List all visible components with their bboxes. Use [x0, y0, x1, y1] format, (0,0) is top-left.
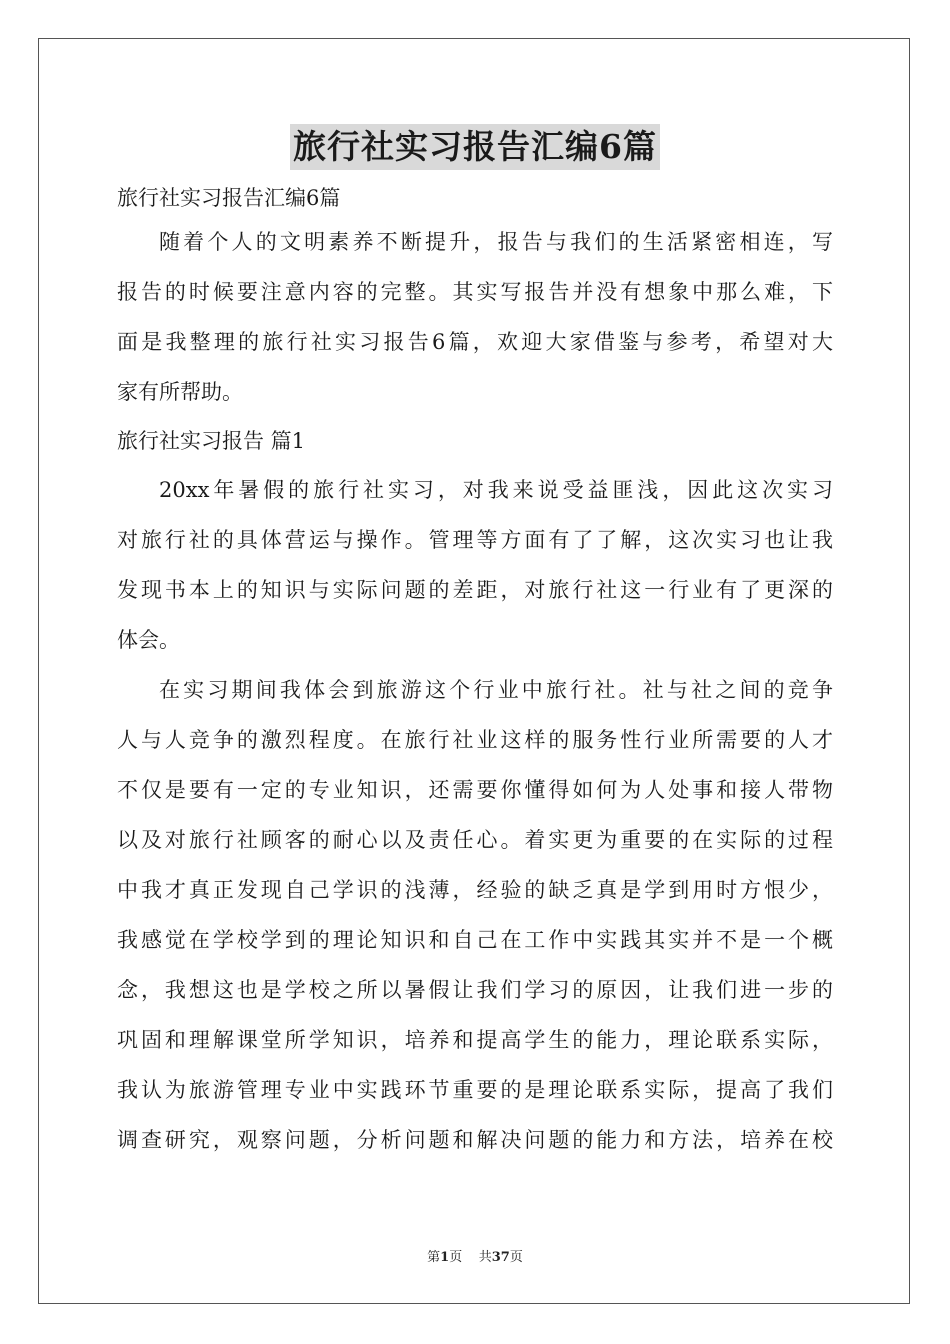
- para2-line-1: 在实习期间我体会到旅游这个行业中旅行社。社与社之间的竞争: [159, 678, 833, 702]
- page-current: 1: [440, 1250, 450, 1265]
- document-title: 旅行社实习报告汇编6篇: [290, 124, 660, 170]
- intro-line-3: 面是我整理的旅行社实习报告6篇，欢迎大家借鉴与参考，希望对大: [117, 330, 833, 354]
- document-subtitle: 旅行社实习报告汇编6篇: [117, 186, 341, 210]
- total-prefix: 共: [478, 1250, 492, 1265]
- section-heading: 旅行社实习报告 篇1: [117, 429, 306, 453]
- intro-line-4: 家有所帮助。: [117, 380, 243, 404]
- intro-paragraph: [117, 217, 833, 417]
- page-footer: [0, 1246, 950, 1265]
- para2-line-9: 我认为旅游管理专业中实践环节重要的是理论联系实际，提高了我们: [117, 1078, 833, 1102]
- total-suffix: 页: [509, 1250, 523, 1265]
- para2-line-6: 我感觉在学校学到的理论知识和自己在工作中实践其实并不是一个概: [117, 928, 833, 952]
- paragraph-2: [117, 665, 833, 1165]
- para1-line-1: 20xx年暑假的旅行社实习，对我来说受益匪浅，因此这次实习: [159, 478, 833, 502]
- para1-line-3: 发现书本上的知识与实际问题的差距，对旅行社这一行业有了更深的: [117, 578, 833, 602]
- para2-line-8: 巩固和理解课堂所学知识，培养和提高学生的能力，理论联系实际，: [117, 1028, 833, 1052]
- document-body: [117, 180, 833, 1165]
- para1-line-4: 体会。: [117, 628, 180, 652]
- title-container: [0, 124, 950, 170]
- page-total: 37: [491, 1250, 510, 1265]
- paragraph-1: [117, 465, 833, 665]
- para2-line-4: 以及对旅行社顾客的耐心以及责任心。着实更为重要的在实际的过程: [117, 828, 833, 852]
- para2-line-10: 调查研究，观察问题，分析问题和解决问题的能力和方法，培养在校: [117, 1128, 833, 1152]
- para2-line-2: 人与人竞争的激烈程度。在旅行社业这样的服务性行业所需要的人才: [117, 728, 833, 752]
- intro-line-1: 随着个人的文明素养不断提升，报告与我们的生活紧密相连，写: [159, 230, 833, 254]
- page-suffix: 页: [449, 1250, 463, 1265]
- para2-line-5: 中我才真正发现自己学识的浅薄，经验的缺乏真是学到用时方恨少，: [117, 878, 833, 902]
- para2-line-3: 不仅是要有一定的专业知识，还需要你懂得如何为人处事和接人带物: [117, 778, 833, 802]
- para1-line-2: 对旅行社的具体营运与操作。管理等方面有了了解，这次实习也让我: [117, 528, 833, 552]
- para2-line-7: 念，我想这也是学校之所以暑假让我们学习的原因，让我们进一步的: [117, 978, 833, 1002]
- intro-line-2: 报告的时候要注意内容的完整。其实写报告并没有想象中那么难，下: [117, 280, 833, 304]
- page-prefix: 第: [427, 1250, 441, 1265]
